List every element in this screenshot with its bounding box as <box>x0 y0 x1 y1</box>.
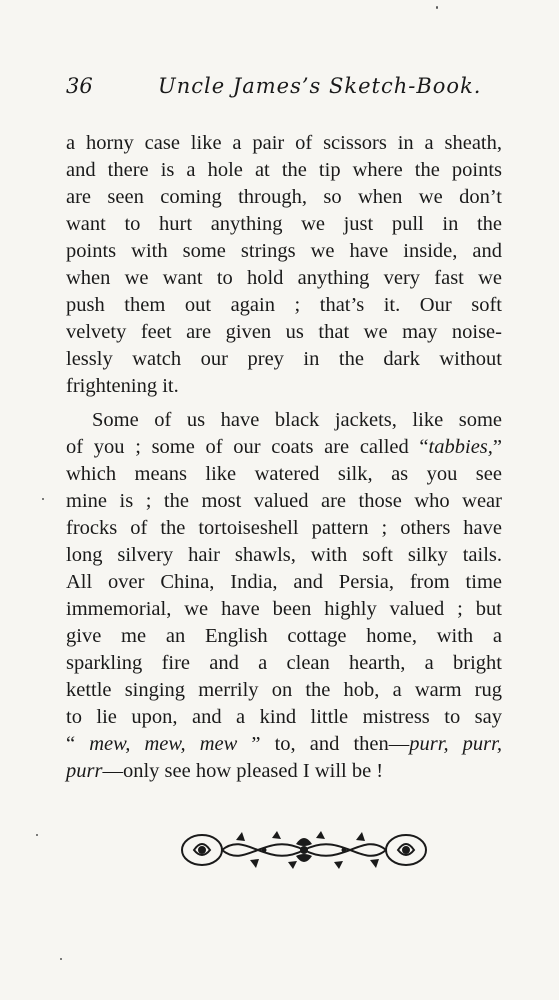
print-speck <box>36 834 38 836</box>
text-line <box>66 731 502 758</box>
book-title: Uncle James’s Sketch-Book. <box>158 74 482 98</box>
text-line: All over China, India, and Persia, from time <box>66 571 502 593</box>
text-line: kettle singing merrily on the hob, a warm rug <box>66 679 502 701</box>
print-speck <box>436 6 438 9</box>
text-line: points with some strings we have inside, and <box>66 240 502 262</box>
text-line: want to hurt anything we just pull in the <box>66 213 502 235</box>
text-line <box>66 434 502 461</box>
paragraph-1 <box>66 130 502 400</box>
text-line: long silvery hair shawls, with soft silky tails. <box>66 544 502 566</box>
text-line: a horny case like a pair of scissors in a sheath, <box>66 132 502 154</box>
text-line: to lie upon, and a kind little mistress to say <box>66 706 502 728</box>
text-line: immemorial, we have been highly valued ; but <box>66 598 502 620</box>
print-speck <box>42 498 44 500</box>
text-line: frightening it. <box>66 375 179 397</box>
floral-tailpiece-ornament <box>176 826 432 874</box>
text-segment: of you ; some of our coats are called “ <box>66 436 429 458</box>
text-line: give me an English cottage home, with a <box>66 625 502 647</box>
text-line: mine is ; the most valued are those who wear <box>66 490 502 512</box>
print-speck <box>60 958 62 960</box>
text-line: Some of us have black jackets, like some <box>92 409 502 431</box>
body-text <box>66 130 502 785</box>
text-segment: “ <box>66 733 90 755</box>
text-line: sparkling fire and a clean hearth, a bright <box>66 652 502 674</box>
text-segment: —only see how pleased I will be ! <box>102 760 384 782</box>
italic-word-tabbies: tabbies, <box>428 436 493 458</box>
text-line: frocks of the tortoiseshell pattern ; others have <box>66 517 502 539</box>
page-number: 36 <box>66 74 93 98</box>
text-line: push them out again ; that’s it. Our soft <box>66 294 502 316</box>
text-line: which means like watered silk, as you see <box>66 463 502 485</box>
italic-mew: mew, mew, mew <box>89 733 238 755</box>
text-line <box>66 758 502 785</box>
text-segment: ” <box>492 436 502 458</box>
text-segment: ” to, and then— <box>237 733 410 755</box>
running-head <box>66 74 506 104</box>
text-line: lessly watch our prey in the dark without <box>66 348 502 370</box>
paragraph-2 <box>66 407 502 785</box>
italic-purr: purr <box>66 760 103 782</box>
text-line: velvety feet are given us that we may noise- <box>66 321 502 343</box>
text-line: are seen coming through, so when we don’t <box>66 186 502 208</box>
italic-purr: purr, purr, <box>409 733 502 755</box>
text-line: when we want to hold anything very fast we <box>66 267 502 289</box>
text-line: and there is a hole at the tip where the points <box>66 159 502 181</box>
